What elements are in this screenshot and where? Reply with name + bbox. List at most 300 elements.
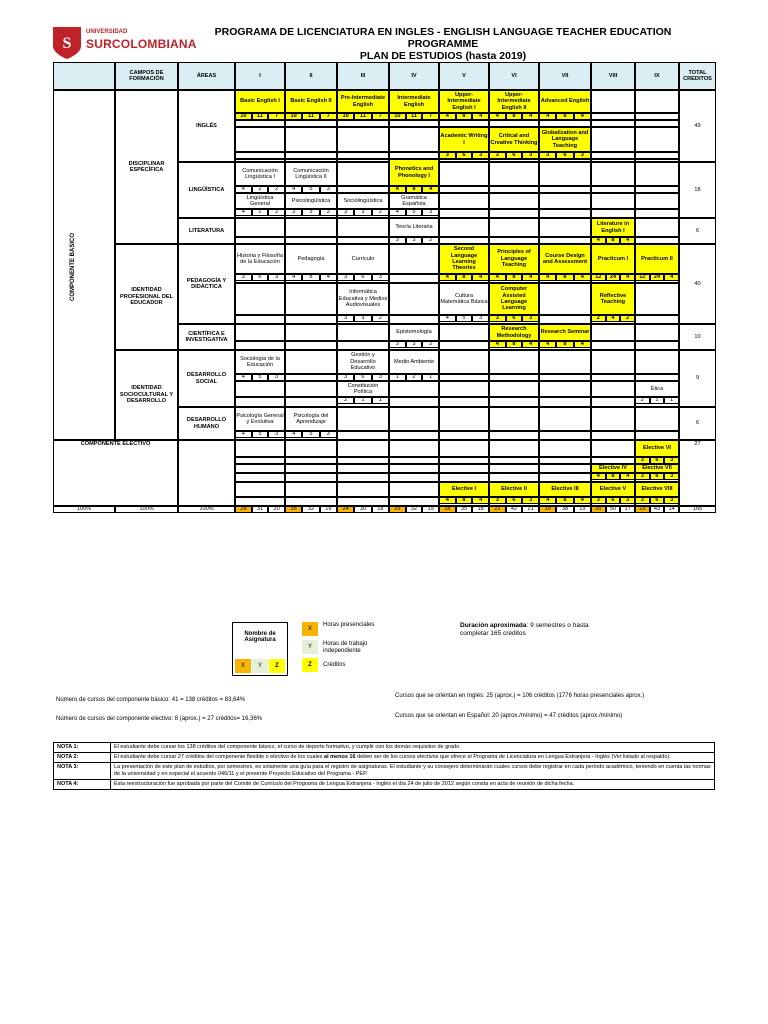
empty-cell [439,407,489,431]
course-name: Psicología del Aprendizaje [285,407,337,431]
course-credit: 8 [506,341,523,348]
legend-y-key: Y [302,640,318,654]
course-credit: 4 [439,315,456,322]
course-name: Elective III [539,482,591,497]
campo-identidad-profesional: IDENTIDAD PROFESIONAL DEL EDUCADOR [115,244,178,350]
footer-semester-total: 24 [337,506,354,513]
empty-cell [439,440,489,457]
university-logo [52,26,197,60]
course-credit: 11 [302,113,319,120]
course-credit: 4 [285,431,302,438]
course-name: Critical and Creative Thinking [489,127,539,152]
empty-cell [235,283,285,315]
course-credit: 8 [406,186,423,193]
header-semester: III [337,62,389,90]
legend-z-desc: Créditos [323,662,346,668]
course-credit: 3 [337,315,354,322]
empty-cell [389,440,439,457]
empty-cell [635,186,679,193]
note-text-part: deben ser de los cursos electivos que ofrece el Programa de Licenciatura en Lengua Extranjera - Inglés (Ver listado al respaldo). [355,754,671,760]
empty-cell [337,431,389,440]
course-credit: 3 [337,209,354,216]
course-credit: 1 [372,397,389,404]
course-credit: 6 [506,497,523,504]
course-credit: 5 [302,431,319,438]
course-name: Globalization and Language Teaching [539,127,591,152]
course-credit: 4 [574,274,591,281]
course-name: Phonetics and Phonology I [389,159,439,186]
course-credit: 4 [439,497,456,504]
course-credit: 1 [664,397,679,404]
empty-cell [489,193,539,209]
empty-cell [591,457,635,464]
summary-elective: Número de cursos del componente electivo: 8 (aprox.) = 27 créditos= 16,36% [56,716,263,722]
course-credit: 2 [422,237,439,244]
area-cientifica: CIENTÍFICA E INVESTIGATIVA [178,324,235,350]
course-name: Elective I [439,482,489,497]
total-literatura: 6 [679,218,716,244]
footer-semester-total: 21 [489,506,506,513]
empty-cell [337,152,389,159]
course-name: Intermediate English [389,90,439,113]
header-semester: V [439,62,489,90]
empty-cell [635,209,679,218]
empty-cell [539,381,591,397]
footer-semester-total: 18 [372,506,389,513]
empty-cell [439,237,489,244]
course-credit: 3 [337,274,354,281]
empty-cell [439,473,489,482]
course-credit: 4 [489,113,506,120]
empty-cell [591,152,635,159]
empty-cell [439,324,489,341]
empty-cell [285,324,337,341]
course-credit: 3 [574,152,591,159]
footer-percent-3: 100% [178,506,235,513]
footer-semester-total: 32 [302,506,319,513]
empty-cell [591,381,635,397]
empty-cell [591,324,635,341]
course-name: Comunicación Lingüística II [285,162,337,186]
empty-cell [539,193,591,209]
course-credit: 3 [620,497,635,504]
course-credit: 3 [472,315,489,322]
empty-cell [389,497,439,506]
empty-cell [489,397,539,407]
empty-cell [591,162,635,186]
empty-cell [439,431,489,440]
course-name: Literature in English I [591,218,635,237]
empty-cell [539,374,591,381]
header-semester: VI [489,62,539,90]
note-text-part: El estudiante debe cursar 27 créditos del componente flexible o electivo de los cuales [114,754,325,760]
empty-cell [235,127,285,152]
legend-y: Y [252,659,268,673]
legend-x-desc: Horas presenciales [323,622,375,628]
course-credit: 3 [439,152,456,159]
empty-cell [489,209,539,218]
empty-cell [337,324,389,341]
empty-cell [337,120,389,127]
course-name: Sociología de la Educación [235,350,285,374]
course-name: Practicum I [591,244,635,274]
course-credit: 3 [389,341,406,348]
empty-cell [285,381,337,397]
empty-cell [389,482,439,497]
course-credit: 8 [456,274,473,281]
course-credit: 6 [650,497,665,504]
course-credit: 8 [556,274,573,281]
course-name: Lingüística General [235,193,285,209]
empty-cell [389,464,439,473]
course-credit: 4 [285,186,302,193]
empty-cell [389,315,439,324]
empty-cell [489,381,539,397]
header-total: TOTAL CREDITOS [679,62,716,90]
university-name: SURCOLOMBIANA [86,37,197,51]
campo-disciplinar: DISCIPLINAR ESPECÍFICA [115,90,178,244]
empty-cell [539,431,591,440]
empty-cell [285,341,337,350]
empty-cell [285,482,337,497]
course-credit: 4 [285,274,302,281]
empty-cell [389,274,439,283]
course-credit: 3 [406,237,423,244]
course-name: Cultura Matemática Básica [439,283,489,315]
area-literatura: LITERATURA [178,218,235,244]
empty-cell [439,120,489,127]
empty-cell [235,237,285,244]
empty-cell [591,440,635,457]
empty-cell [337,218,389,237]
svg-text:S: S [62,35,72,52]
course-credit: 4 [620,473,635,480]
course-credit: 3 [591,497,606,504]
course-name: Basic English II [285,90,337,113]
empty-cell [539,315,591,324]
course-credit: 3 [489,152,506,159]
empty-cell [285,464,337,473]
empty-cell [635,120,679,127]
legend-box [232,622,288,676]
course-credit: 3 [235,274,252,281]
empty-cell [591,431,635,440]
empty-cell [337,162,389,186]
footer-percent-2: 100% [115,506,178,513]
empty-cell [635,218,679,237]
area-desarrollo_humano: DESARROLLO HUMANO [178,407,235,440]
empty-cell [235,381,285,397]
header-semester: VII [539,62,591,90]
empty-cell [539,397,591,407]
empty-cell [389,473,439,482]
empty-cell [235,497,285,506]
note-text: Esta reestructuración fue aprobada por parte del Comité de Currículo del Programa de Lengua Extranjera - Inglés el día 24 de julio de 2012 según consta en acta de reunión de dicha fecha. [111,780,715,790]
course-credit: 1 [389,374,406,381]
course-credit: 11 [252,113,269,120]
course-credit: 6 [456,152,473,159]
note-row [54,780,715,790]
legend-z: Z [269,659,285,673]
shield-icon [52,26,82,60]
empty-cell [439,341,489,350]
empty-cell [235,464,285,473]
empty-cell [285,120,337,127]
empty-cell [591,186,635,193]
empty-cell [285,127,337,152]
empty-cell [439,350,489,374]
course-credit: 12 [635,274,650,281]
empty-cell [337,473,389,482]
footer-semester-total: 29 [235,506,252,513]
empty-cell [439,397,489,407]
duration-text [460,622,610,638]
empty-cell [439,162,489,186]
course-credit: 4 [489,341,506,348]
course-credit: 6 [650,473,665,480]
course-credit: 3 [522,497,539,504]
footer-semester-total: 23 [635,506,650,513]
empty-cell [591,341,635,350]
empty-cell [591,397,635,407]
course-name: Teoría Literaria [389,218,439,237]
course-credit: 3 [389,237,406,244]
course-name: Elective VII [635,464,679,473]
course-credit: 4 [422,186,439,193]
course-name: Elective VI [635,440,679,457]
empty-cell [389,431,439,440]
course-credit: 4 [539,113,556,120]
course-credit: 10 [337,113,354,120]
course-credit: 8 [606,237,621,244]
empty-cell [591,209,635,218]
area-desarrollo_social: DESARROLLO SOCIAL [178,350,235,407]
course-credit: 3 [489,315,506,322]
empty-cell [235,324,285,341]
course-name: Practicum II [635,244,679,274]
course-credit: 3 [354,209,371,216]
course-credit: 4 [522,341,539,348]
area-ingles: INGLÉS [178,90,235,162]
footer-semester-total: 30 [354,506,371,513]
empty-cell [489,218,539,237]
empty-cell [635,283,679,315]
course-name: Research Methodology [489,324,539,341]
empty-cell [389,381,439,397]
summary-english: Cursos que se orientan en Inglés: 25 (aprox.) = 106 créditos (1776 horas presenciales aprox.) [395,693,645,699]
course-credit: 2 [372,209,389,216]
course-credit: 6 [252,274,269,281]
empty-cell [591,350,635,374]
course-credit: 12 [591,274,606,281]
empty-cell [539,464,591,473]
empty-cell [539,407,591,431]
course-name: Psicolingüística [285,193,337,209]
empty-cell [539,237,591,244]
course-credit: 4 [235,374,252,381]
total-desarrollo_humano: 6 [679,407,716,440]
empty-cell [439,193,489,209]
course-credit: 4 [472,274,489,281]
empty-cell [337,407,389,431]
course-name: Advanced English [539,90,591,113]
note-row [54,743,715,753]
course-credit: 8 [506,274,523,281]
course-name: Pre-Intermediate English [337,90,389,113]
empty-cell [285,397,337,407]
course-credit: 24 [606,274,621,281]
empty-cell [235,482,285,497]
empty-cell [489,350,539,374]
empty-cell [235,218,285,237]
course-credit: 3 [285,209,302,216]
empty-cell [635,127,679,152]
footer-semester-total: 43 [650,506,665,513]
course-credit: 5 [406,209,423,216]
empty-cell [635,162,679,186]
university-small-label: UNIVERSIDAD [86,29,128,35]
empty-cell [389,244,439,274]
course-credit: 8 [556,497,573,504]
empty-cell [235,397,285,407]
empty-cell [635,350,679,374]
course-credit: 10 [389,113,406,120]
empty-cell [439,464,489,473]
empty-cell [285,315,337,324]
course-credit: 24 [650,274,665,281]
legend-z-key: Z [302,658,318,672]
course-credit: 4 [522,274,539,281]
empty-cell [235,315,285,324]
footer-semester-total: 31 [252,506,269,513]
footer-semester-total: 19 [539,506,556,513]
course-credit: 2 [372,315,389,322]
course-name: Gestión y Desarrollo Educativo [337,350,389,374]
course-name: Elective VIII [635,482,679,497]
course-credit: 6 [506,315,523,322]
course-credit: 3 [664,497,679,504]
course-credit: 10 [285,113,302,120]
course-credit: 2 [252,186,269,193]
empty-cell [337,127,389,152]
empty-cell [285,457,337,464]
note-label: NOTA 2: [54,753,111,763]
legend-course-name: Nombre de Asignatura [244,631,276,643]
course-name: Constitución Política [337,381,389,397]
empty-cell [489,186,539,193]
course-name: Basic English I [235,90,285,113]
total-cientifica: 10 [679,324,716,350]
course-credit: 5 [456,315,473,322]
course-credit: 4 [235,186,252,193]
course-credit: 3 [337,374,354,381]
course-credit: 2 [337,397,354,404]
course-name: Upper-Intermediate English I [439,90,489,113]
empty-cell [489,237,539,244]
footer-semester-total: 50 [606,506,621,513]
empty-cell [235,473,285,482]
header-semester: IV [389,62,439,90]
empty-cell [539,350,591,374]
course-credit: 11 [354,113,371,120]
total-pedagogia: 40 [679,244,716,324]
empty-cell [389,397,439,407]
empty-cell [635,407,679,431]
course-credit: 4 [591,237,606,244]
course-credit: 4 [574,341,591,348]
course-credit: 1 [354,397,371,404]
course-credit: 4 [574,497,591,504]
empty-cell [337,457,389,464]
course-name: Second Language Learning Theories [439,244,489,274]
course-credit: 4 [235,209,252,216]
course-credit: 3 [539,152,556,159]
empty-cell [539,186,591,193]
empty-cell [635,113,679,120]
empty-cell [591,120,635,127]
footer-semester-total: 25 [591,506,606,513]
course-credit: 8 [456,497,473,504]
empty-cell [489,440,539,457]
course-name: Medio Ambiente [389,350,439,374]
title-line-1: PROGRAMA DE LICENCIATURA EN INGLES - ENGLISH LANGUAGE TEACHER EDUCATION PROGRAMME [214,26,672,50]
empty-cell [235,120,285,127]
empty-cell [635,193,679,209]
note-text: La presentación de este plan de estudios, por semestres, es solamente una guía para el registro de asignaturas. El estudiante y su consejero determinarán cuales cursos debe registrar en cada período académico, teniendo en cuenta las normas de la universidad y en especial el acuerdo 046/11 y el presente Proyecto Educativo del Programa - PEP. [111,763,715,780]
course-credit: 3 [268,431,285,438]
empty-cell [635,374,679,381]
note-text-emphasis: al menos 16 [324,754,356,760]
footer-semester-total: 19 [574,506,591,513]
empty-cell [539,283,591,315]
course-credit: 4 [539,497,556,504]
footer-semester-total: 42 [506,506,523,513]
course-credit: 3 [320,186,337,193]
area-electivo-empty [178,440,235,506]
course-credit: 4 [591,473,606,480]
total-ingles: 49 [679,90,716,162]
course-credit: 3 [635,457,650,464]
footer-semester-total: 25 [285,506,302,513]
empty-cell [635,90,679,113]
header-semester: II [285,62,337,90]
empty-cell [285,374,337,381]
empty-cell [337,341,389,350]
empty-cell [389,152,439,159]
empty-cell [285,218,337,237]
course-credit: 3 [372,374,389,381]
course-name: Historia y Filosofía de la Educación [235,244,285,274]
empty-cell [439,209,489,218]
course-credit: 2 [591,315,606,322]
course-credit: 8 [302,274,319,281]
course-credit: 4 [389,186,406,193]
empty-cell [635,152,679,159]
course-credit: 1 [650,397,665,404]
course-credit: 4 [472,497,489,504]
empty-cell [285,283,337,315]
empty-cell [337,482,389,497]
course-name: Sociolingüística [337,193,389,209]
note-label: NOTA 3: [54,763,111,780]
course-credit: 2 [268,209,285,216]
course-credit: 4 [574,113,591,120]
empty-cell [591,90,635,113]
course-credit: 5 [252,431,269,438]
empty-cell [489,407,539,431]
course-credit: 4 [539,274,556,281]
course-credit: 6 [506,152,523,159]
